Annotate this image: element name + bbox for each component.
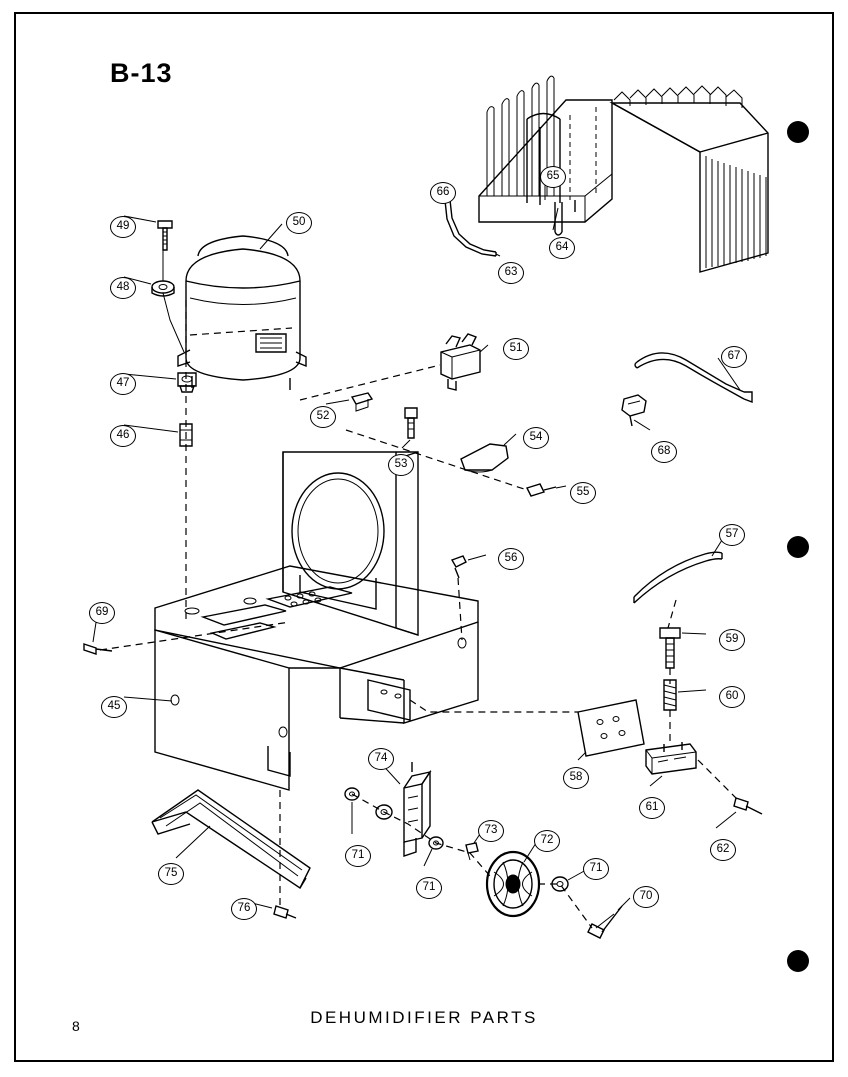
axis-56 bbox=[458, 578, 462, 640]
part-60-spring bbox=[664, 680, 676, 710]
callout-51: 51 bbox=[503, 338, 529, 360]
leader-50 bbox=[260, 224, 282, 249]
part-74-bracket bbox=[404, 762, 430, 856]
leader-56 bbox=[468, 555, 486, 560]
callout-52: 52 bbox=[310, 406, 336, 428]
diagram-title: DEHUMIDIFIER PARTS bbox=[310, 1008, 538, 1027]
part-54-cover bbox=[461, 444, 508, 472]
callout-71-b: 71 bbox=[416, 877, 442, 899]
leader-68 bbox=[634, 420, 650, 430]
part-59-screw bbox=[660, 628, 680, 668]
compressor-assembly bbox=[178, 236, 306, 390]
leader-75 bbox=[176, 826, 210, 858]
part-52-terminal bbox=[352, 393, 372, 411]
callout-60: 60 bbox=[719, 686, 745, 708]
part-70-screw bbox=[588, 906, 622, 938]
part-57-bracket bbox=[634, 552, 722, 603]
callout-54: 54 bbox=[523, 427, 549, 449]
callout-72: 72 bbox=[534, 830, 560, 852]
part-73-spacer bbox=[466, 843, 478, 860]
part-68-grommet bbox=[622, 395, 646, 426]
part-58-plate bbox=[578, 700, 644, 756]
leader-71b bbox=[424, 849, 432, 866]
callout-63: 63 bbox=[498, 262, 524, 284]
punch-hole-top bbox=[787, 121, 809, 143]
callout-73: 73 bbox=[478, 820, 504, 842]
part-55-clip bbox=[527, 484, 556, 496]
leader-52 bbox=[326, 400, 349, 404]
callout-71-c: 71 bbox=[583, 858, 609, 880]
part-53-plug bbox=[405, 408, 417, 438]
part-56-screw bbox=[452, 556, 466, 578]
page-number: 8 bbox=[72, 1018, 80, 1034]
leader-59 bbox=[682, 633, 706, 634]
sheet-code: B-13 bbox=[110, 58, 173, 88]
part-47-mount bbox=[178, 373, 196, 392]
leader-48-shell bbox=[163, 293, 184, 352]
leader-62 bbox=[716, 812, 736, 828]
punch-hole-middle bbox=[787, 536, 809, 558]
callout-68: 68 bbox=[651, 441, 677, 463]
part-62-screw bbox=[734, 798, 762, 814]
part-61-motor-mount bbox=[646, 742, 696, 774]
leader-58 bbox=[578, 752, 586, 760]
leader-55 bbox=[556, 486, 566, 488]
axis-61-62 bbox=[698, 760, 740, 802]
leader-54 bbox=[504, 434, 516, 445]
axis-54 bbox=[346, 430, 527, 490]
callout-67: 67 bbox=[721, 346, 747, 368]
callout-47: 47 bbox=[110, 373, 136, 395]
axis-57-59 bbox=[668, 600, 676, 628]
part-69-screw bbox=[84, 644, 112, 654]
callout-57: 57 bbox=[719, 524, 745, 546]
callout-49: 49 bbox=[110, 216, 136, 238]
axis-58-base bbox=[410, 700, 578, 712]
callout-75: 75 bbox=[158, 863, 184, 885]
callout-61: 61 bbox=[639, 797, 665, 819]
callout-58: 58 bbox=[563, 767, 589, 789]
callout-59: 59 bbox=[719, 629, 745, 651]
leader-53 bbox=[402, 440, 410, 448]
axis-fan-right bbox=[538, 884, 592, 928]
callout-53: 53 bbox=[388, 454, 414, 476]
callout-65: 65 bbox=[540, 166, 566, 188]
leader-70 bbox=[618, 898, 630, 910]
callout-74: 74 bbox=[368, 748, 394, 770]
part-72-fan-wheel bbox=[487, 852, 539, 916]
punch-hole-bottom bbox=[787, 950, 809, 972]
leader-51 bbox=[480, 345, 488, 352]
callout-56: 56 bbox=[498, 548, 524, 570]
leader-69-pan bbox=[100, 622, 290, 650]
callout-66: 66 bbox=[430, 182, 456, 204]
callout-50: 50 bbox=[286, 212, 312, 234]
evaporator-coil-assembly bbox=[444, 76, 768, 272]
callout-45: 45 bbox=[101, 696, 127, 718]
callout-46: 46 bbox=[110, 425, 136, 447]
callout-64: 64 bbox=[549, 237, 575, 259]
callout-69: 69 bbox=[89, 602, 115, 624]
leader-57 bbox=[712, 540, 722, 556]
leader-45 bbox=[124, 697, 172, 701]
leader-60 bbox=[678, 690, 706, 692]
base-pan-assembly bbox=[155, 452, 478, 790]
callout-76: 76 bbox=[231, 898, 257, 920]
part-49-screw bbox=[158, 221, 172, 250]
callout-70: 70 bbox=[633, 886, 659, 908]
axis-fan-left bbox=[352, 794, 490, 876]
callout-62: 62 bbox=[710, 839, 736, 861]
callout-55: 55 bbox=[570, 482, 596, 504]
callout-48: 48 bbox=[110, 277, 136, 299]
relay-51 bbox=[441, 334, 480, 390]
callout-71-a: 71 bbox=[345, 845, 371, 867]
leader-61 bbox=[650, 776, 662, 786]
part-76-screw bbox=[274, 906, 296, 918]
